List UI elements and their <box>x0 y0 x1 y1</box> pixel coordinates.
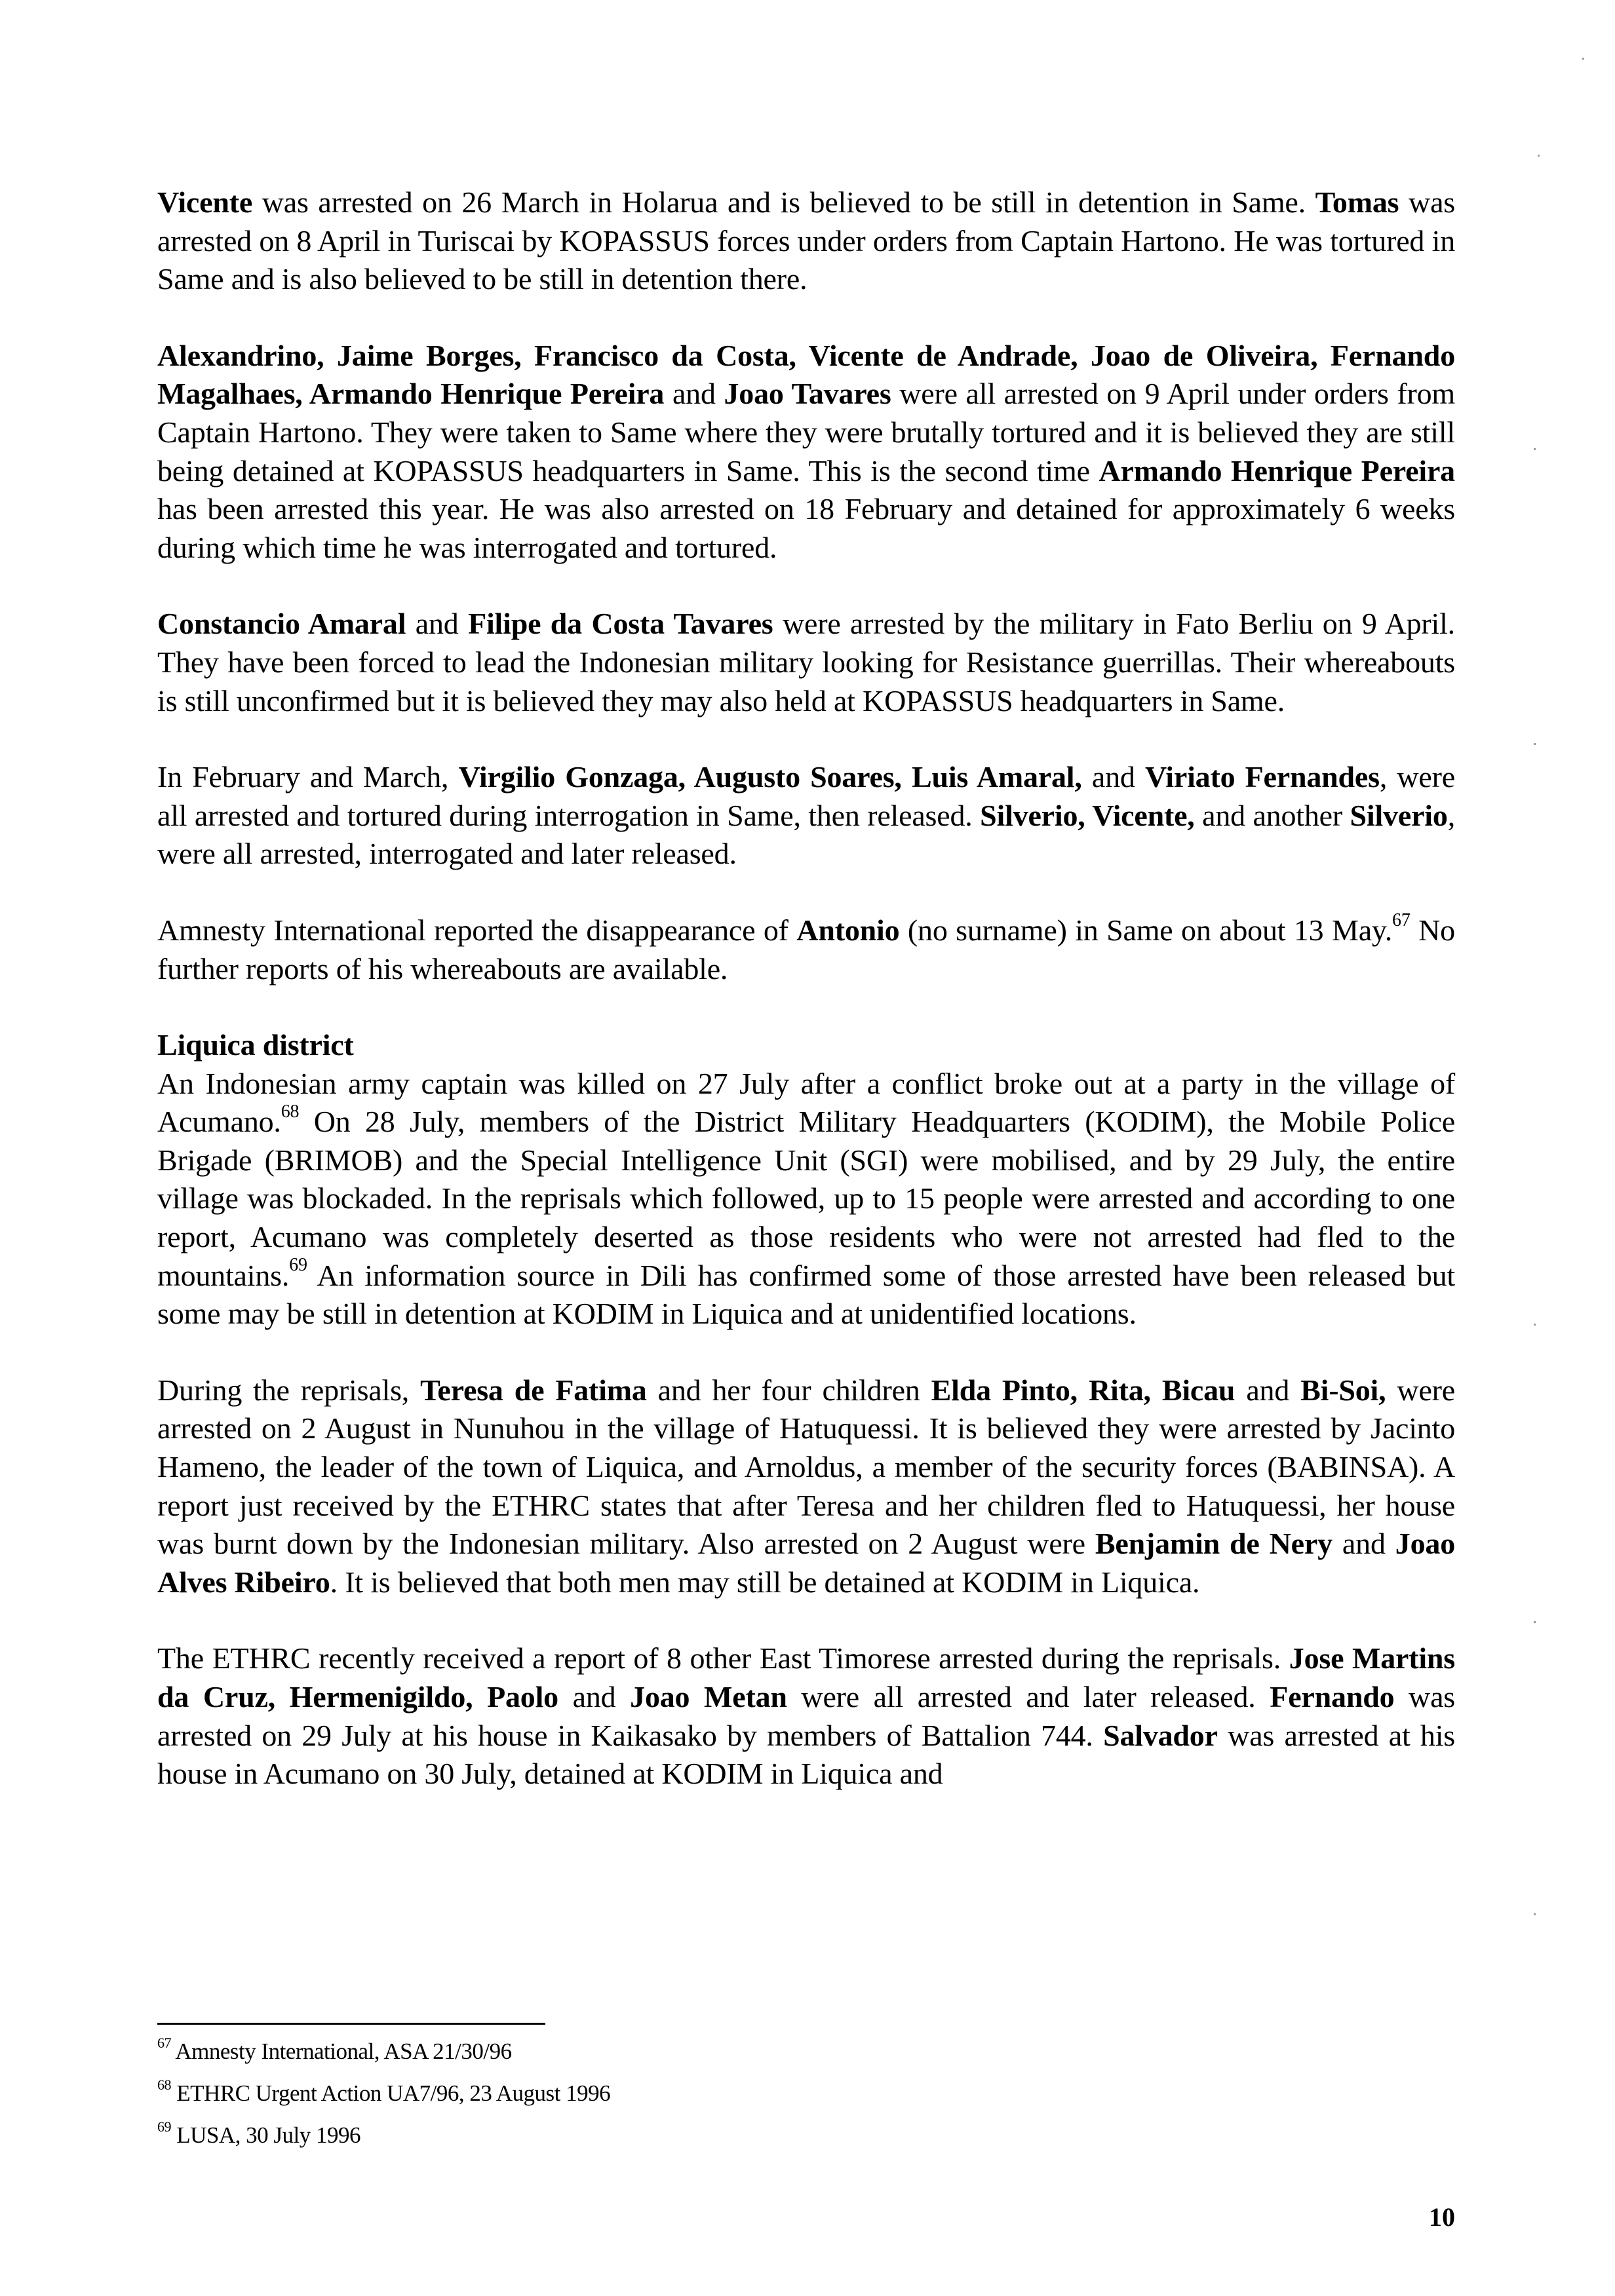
name-silverio: Silverio <box>1350 798 1448 832</box>
text-run: An information source in Dili has confirmed some of those arrested have been released but some may be still in detention at KODIM in Liquica and at unidentified locations. <box>157 1258 1455 1331</box>
text-run: , were all arrested and tortured during interrogation in Same, then released. <box>157 760 1455 832</box>
text-run: and <box>406 607 469 641</box>
scan-speck <box>1534 743 1536 745</box>
footnote-68 <box>157 2076 1455 2107</box>
footnote-number: 68 <box>157 2076 171 2094</box>
name-bi-soi: Bi-Soi, <box>1300 1373 1386 1407</box>
text-run: were all arrested on 9 April under orders from Captain Hartono. They were taken to Same where they were brutally tortured and it is believed they are still being detained at KOPASSUS headquarters in Same. This is the second time <box>157 377 1456 488</box>
text-run: Amnesty International reported the disappearance of <box>157 913 797 947</box>
names-arrested-9-april: Alexandrino, Jaime Borges, Francisco da Costa, Vicente de Andrade, Joao de Oliveira, Fernando Magalhaes, Armando Henrique Pereira <box>157 338 1455 411</box>
paragraph-teresa-de-fatima <box>157 1371 1455 1602</box>
footnotes <box>157 2023 1455 2164</box>
name-constancio-amaral: Constancio Amaral <box>157 607 406 641</box>
text-run: were arrested by the military in Fato Berliu on 9 April. They have been forced to lead the Indonesian military looking for Resistance guerrillas. Their whereabouts is still unconfirmed but it is believed they may also held at KOPASSUS headquarters in Same. <box>157 607 1455 718</box>
text-run: and her four children <box>646 1373 931 1407</box>
text-run: (no surname) in Same on about 13 May. <box>899 913 1393 947</box>
footnote-separator <box>157 2023 545 2025</box>
text-run: was arrested on 26 March in Holarua and is believed to be still in detention in Same. <box>252 185 1315 219</box>
text-run: The ETHRC recently received a report of 8 other East Timorese arrested during the reprisals. <box>157 1641 1289 1675</box>
scan-speck <box>1582 58 1584 60</box>
name-joao-alves-ribeiro: Joao Alves Ribeiro <box>157 1527 1455 1599</box>
scan-speck <box>1534 1324 1536 1326</box>
footnote-text: Amnesty International, ASA 21/30/96 <box>171 2038 512 2064</box>
text-run: was arrested on 8 April in Turiscai by KOPASSUS forces under orders from Captain Hartono. He was tortured in Same and is also believed to be still in detention there. <box>157 185 1455 296</box>
scan-speck <box>1534 448 1536 450</box>
paragraph-alexandrino-group <box>157 337 1455 567</box>
footnote-ref-68[interactable]: 68 <box>281 1101 300 1122</box>
paragraph-vicente-tomas <box>157 183 1455 299</box>
text-run: On 28 July, members of the District Military Headquarters (KODIM), the Mobile Police Brigade (BRIMOB) and the Special Intelligence Unit (SGI) were mobilised, and by 29 July, the entire village was blockaded. In the reprisals which followed, up to 15 people were arrested and according to one report, Acumano was completely deserted as those residents who were not arrested had fled to the mountains. <box>157 1105 1455 1292</box>
text-run: and <box>664 377 724 411</box>
name-tomas: Tomas <box>1315 185 1399 219</box>
name-antonio: Antonio <box>796 913 900 947</box>
scan-speck <box>1538 155 1540 157</box>
text-run: and <box>1081 760 1145 794</box>
footnote-text: LUSA, 30 July 1996 <box>171 2122 360 2148</box>
footnote-67 <box>157 2035 1455 2065</box>
footnote-text: ETHRC Urgent Action UA7/96, 23 August 1996 <box>171 2080 611 2106</box>
footnote-ref-67[interactable]: 67 <box>1392 909 1411 930</box>
text-run: During the reprisals, <box>157 1373 421 1407</box>
paragraph-constancio-filipe <box>157 605 1455 720</box>
text-run: were all arrested and later released. <box>787 1680 1270 1713</box>
paragraph-february-march <box>157 758 1455 873</box>
name-teresa-de-fatima: Teresa de Fatima <box>420 1373 647 1407</box>
name-joao-tavares: Joao Tavares <box>724 377 891 411</box>
footnote-69 <box>157 2118 1455 2149</box>
text-run: . It is believed that both men may still be detained at KODIM in Liquica. <box>330 1565 1200 1599</box>
names-virgilio-augusto-luis: Virgilio Gonzaga, Augusto Soares, Luis Amaral, <box>458 760 1082 794</box>
text-run: , were all arrested, interrogated and later released. <box>157 798 1455 871</box>
name-salvador: Salvador <box>1103 1718 1218 1752</box>
text-run: was arrested on 29 July at his house in Kaikasako by members of Battalion 744. <box>157 1680 1456 1752</box>
text-run: and <box>1235 1373 1301 1407</box>
text-run: were arrested on 2 August in Nunuhou in the village of Hatuquessi. It is believed they were arrested by Jacinto Hameno, the leader of the town of Liquica, and Arnoldus, a member of the security forces (BABINSA). A report just received by the ETHRC states that after Teresa and her children fled to Hatuquessi, her house was burnt down by the Indonesian military. Also arrested on 2 August were <box>157 1373 1455 1561</box>
footnote-number: 69 <box>157 2118 171 2135</box>
paragraph-liquica-reprisals <box>157 1065 1455 1333</box>
text-run: In February and March, <box>157 760 459 794</box>
paragraph-amnesty-antonio <box>157 911 1455 988</box>
names-elda-rita-bicau: Elda Pinto, Rita, Bicau <box>931 1373 1236 1407</box>
names-silverio-vicente: Silverio, Vicente, <box>980 798 1195 832</box>
scan-speck <box>1534 1621 1536 1623</box>
footnote-ref-69[interactable]: 69 <box>289 1255 307 1276</box>
text-run: and another <box>1194 798 1350 832</box>
name-filipe-da-costa-tavares: Filipe da Costa Tavares <box>468 607 773 641</box>
text-run: An Indonesian army captain was killed on 27 July after a conflict broke out at a party in the village of Acumano. <box>157 1066 1455 1139</box>
paragraph-ethrc-report <box>157 1639 1455 1793</box>
page-number: 10 <box>1429 2202 1455 2232</box>
name-joao-metan: Joao Metan <box>630 1680 787 1713</box>
names-jose-hermenigildo-paolo: Jose Martins da Cruz, Hermenigildo, Paolo <box>157 1641 1455 1713</box>
section-liquica-district <box>157 1026 1455 1333</box>
name-viriato-fernandes: Viriato Fernandes <box>1144 760 1380 794</box>
text-run: and <box>558 1680 631 1713</box>
text-run: No further reports of his whereabouts are available. <box>157 913 1455 985</box>
text-run: has been arrested this year. He was also arrested on 18 February and detained for approximately 6 weeks during which time he was interrogated and tortured. <box>157 492 1455 564</box>
section-heading: Liquica district <box>157 1028 354 1062</box>
footnote-number: 67 <box>157 2035 171 2052</box>
name-armando-henrique-pereira: Armando Henrique Pereira <box>1099 453 1455 488</box>
name-benjamin-de-nery: Benjamin de Nery <box>1095 1527 1333 1561</box>
scan-speck <box>1534 1913 1536 1915</box>
name-vicente: Vicente <box>157 185 253 219</box>
name-fernando: Fernando <box>1270 1680 1395 1713</box>
document-body <box>157 183 1455 1793</box>
text-run: was arrested at his house in Acumano on 30 July, detained at KODIM in Liquica and <box>157 1718 1455 1791</box>
text-run: and <box>1332 1527 1395 1561</box>
